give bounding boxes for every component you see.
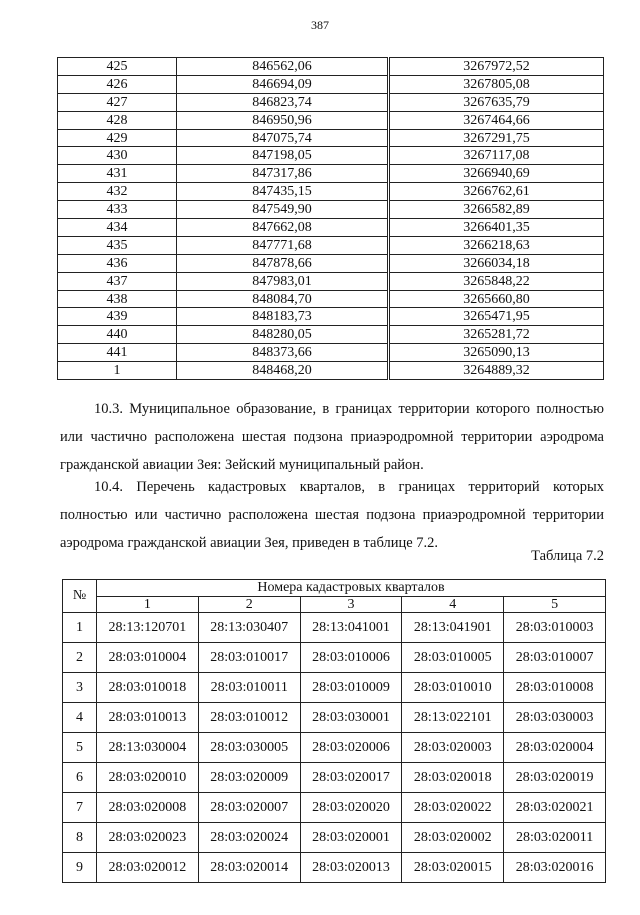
- cadastral-quarter-cell: 28:03:020019: [504, 763, 606, 793]
- coord-y: 3266401,35: [389, 219, 604, 237]
- coord-x: 848084,70: [177, 290, 389, 308]
- cadastral-quarter-cell: 28:13:030004: [97, 733, 199, 763]
- paragraph-10-4: [60, 473, 604, 557]
- cadastral-quarter-cell: 28:03:010004: [97, 643, 199, 673]
- coord-row: [58, 75, 604, 93]
- point-number: 431: [58, 165, 177, 183]
- point-number: 432: [58, 183, 177, 201]
- cadastral-quarter-cell: 28:03:020021: [504, 793, 606, 823]
- cadastral-quarter-cell: 28:03:020002: [402, 823, 504, 853]
- cadastral-quarter-cell: 28:13:041901: [402, 613, 504, 643]
- cadastral-quarters-header: Номера кадастровых кварталов: [97, 580, 606, 597]
- coord-row: [58, 147, 604, 165]
- point-number: 436: [58, 254, 177, 272]
- cadastral-quarter-cell: 28:03:020014: [198, 853, 300, 883]
- coord-x: 847878,66: [177, 254, 389, 272]
- cadastral-quarter-cell: 28:13:022101: [402, 703, 504, 733]
- cadastral-quarter-cell: 28:03:010010: [402, 673, 504, 703]
- coord-y: 3265281,72: [389, 326, 604, 344]
- column-header-3: 3: [300, 597, 402, 613]
- coord-y: 3265471,95: [389, 308, 604, 326]
- row-number: 4: [63, 703, 97, 733]
- cadastral-quarter-cell: 28:03:030001: [300, 703, 402, 733]
- coord-x: 847549,90: [177, 201, 389, 219]
- column-header-5: 5: [504, 597, 606, 613]
- coord-row: [58, 183, 604, 201]
- cadastral-quarter-cell: 28:03:020017: [300, 763, 402, 793]
- coord-row: [58, 272, 604, 290]
- coord-y: 3265660,80: [389, 290, 604, 308]
- cadastral-quarter-cell: 28:03:020024: [198, 823, 300, 853]
- coord-x: 847198,05: [177, 147, 389, 165]
- cadastral-quarter-cell: 28:03:020010: [97, 763, 199, 793]
- coord-row: [58, 58, 604, 76]
- coord-y: 3266582,89: [389, 201, 604, 219]
- table-row: [63, 733, 606, 763]
- cadastral-quarter-cell: 28:03:010012: [198, 703, 300, 733]
- coord-y: 3267291,75: [389, 129, 604, 147]
- cadastral-quarter-cell: 28:03:010007: [504, 643, 606, 673]
- cadastral-quarter-cell: 28:03:020001: [300, 823, 402, 853]
- coord-x: 847662,08: [177, 219, 389, 237]
- coord-x: 847317,86: [177, 165, 389, 183]
- coord-row: [58, 165, 604, 183]
- point-number: 430: [58, 147, 177, 165]
- cadastral-quarter-cell: 28:03:020022: [402, 793, 504, 823]
- cadastral-quarter-cell: 28:03:010009: [300, 673, 402, 703]
- coord-x: 848183,73: [177, 308, 389, 326]
- table-row: [63, 643, 606, 673]
- coord-y: 3266034,18: [389, 254, 604, 272]
- coord-row: [58, 93, 604, 111]
- table-row: [63, 823, 606, 853]
- coord-x: 846694,09: [177, 75, 389, 93]
- coord-y: 3267805,08: [389, 75, 604, 93]
- coord-y: 3266218,63: [389, 236, 604, 254]
- table-row: [63, 763, 606, 793]
- coord-row: [58, 326, 604, 344]
- cadastral-quarters-table: [62, 579, 606, 883]
- column-header-4: 4: [402, 597, 504, 613]
- coord-row: [58, 254, 604, 272]
- coord-x: 847771,68: [177, 236, 389, 254]
- cadastral-quarter-cell: 28:03:020004: [504, 733, 606, 763]
- point-number: 425: [58, 58, 177, 76]
- cadastral-quarter-cell: 28:13:041001: [300, 613, 402, 643]
- cadastral-quarter-cell: 28:03:030005: [198, 733, 300, 763]
- cadastral-quarter-cell: 28:03:010017: [198, 643, 300, 673]
- point-number: 434: [58, 219, 177, 237]
- coord-y: 3266762,61: [389, 183, 604, 201]
- coord-row: [58, 344, 604, 362]
- point-number: 439: [58, 308, 177, 326]
- point-number: 441: [58, 344, 177, 362]
- point-number: 437: [58, 272, 177, 290]
- row-number: 6: [63, 763, 97, 793]
- coord-x: 847983,01: [177, 272, 389, 290]
- cadastral-quarter-cell: 28:03:010011: [198, 673, 300, 703]
- cadastral-quarter-cell: 28:03:010013: [97, 703, 199, 733]
- coord-y: 3266940,69: [389, 165, 604, 183]
- cadastral-quarter-cell: 28:03:020009: [198, 763, 300, 793]
- cadastral-quarter-cell: 28:03:010006: [300, 643, 402, 673]
- cadastral-quarter-cell: 28:03:020013: [300, 853, 402, 883]
- point-number: 433: [58, 201, 177, 219]
- cadastral-quarter-cell: 28:03:020018: [402, 763, 504, 793]
- row-number: 8: [63, 823, 97, 853]
- paragraph-10-3-text: 10.3. Муниципальное образование, в границах территории которого полностью или частично расположена шестая подзона приаэродромной территории аэродрома гражданской авиации Зея: Зейский муниципальный район.: [60, 401, 604, 473]
- cadastral-quarter-cell: 28:03:010005: [402, 643, 504, 673]
- coord-x: 846562,06: [177, 58, 389, 76]
- cadastral-quarter-cell: 28:03:020023: [97, 823, 199, 853]
- coord-row: [58, 129, 604, 147]
- cadastral-quarter-cell: 28:03:020015: [402, 853, 504, 883]
- page-number: 387: [311, 18, 329, 32]
- cadastral-quarter-cell: 28:03:020003: [402, 733, 504, 763]
- cadastral-quarter-cell: 28:03:020007: [198, 793, 300, 823]
- paragraph-10-3: [60, 395, 604, 479]
- coord-row: [58, 201, 604, 219]
- coord-row: [58, 111, 604, 129]
- coord-y: 3267972,52: [389, 58, 604, 76]
- point-number: 429: [58, 129, 177, 147]
- coord-x: 847435,15: [177, 183, 389, 201]
- cadastral-quarter-cell: 28:13:120701: [97, 613, 199, 643]
- cadastral-quarter-cell: 28:03:010008: [504, 673, 606, 703]
- table-row: [63, 703, 606, 733]
- point-number: 426: [58, 75, 177, 93]
- coord-y: 3265848,22: [389, 272, 604, 290]
- coord-x: 848280,05: [177, 326, 389, 344]
- cadastral-quarter-cell: 28:03:010018: [97, 673, 199, 703]
- coord-y: 3265090,13: [389, 344, 604, 362]
- coord-row: [58, 308, 604, 326]
- cadastral-quarter-cell: 28:03:020020: [300, 793, 402, 823]
- row-number: 7: [63, 793, 97, 823]
- coord-x: 847075,74: [177, 129, 389, 147]
- coordinates-table: [57, 57, 604, 380]
- coord-x: 848373,66: [177, 344, 389, 362]
- table-caption: Таблица 7.2: [531, 548, 604, 564]
- coord-y: 3267464,66: [389, 111, 604, 129]
- table-row: [63, 853, 606, 883]
- coord-row: [58, 362, 604, 380]
- coord-row: [58, 290, 604, 308]
- point-number: 1: [58, 362, 177, 380]
- column-header-2: 2: [198, 597, 300, 613]
- coord-y: 3267635,79: [389, 93, 604, 111]
- table-row: [63, 793, 606, 823]
- point-number: 427: [58, 93, 177, 111]
- cadastral-quarter-cell: 28:13:030407: [198, 613, 300, 643]
- cadastral-quarter-cell: 28:03:020006: [300, 733, 402, 763]
- column-header-1: 1: [97, 597, 199, 613]
- table-row: [63, 613, 606, 643]
- point-number: 440: [58, 326, 177, 344]
- table-row: [63, 673, 606, 703]
- cadastral-quarter-cell: 28:03:020012: [97, 853, 199, 883]
- coord-row: [58, 236, 604, 254]
- number-column-header: №: [63, 580, 97, 613]
- cadastral-quarter-cell: 28:03:030003: [504, 703, 606, 733]
- coord-x: 846823,74: [177, 93, 389, 111]
- coord-x: 848468,20: [177, 362, 389, 380]
- row-number: 2: [63, 643, 97, 673]
- point-number: 428: [58, 111, 177, 129]
- coord-y: 3264889,32: [389, 362, 604, 380]
- coord-x: 846950,96: [177, 111, 389, 129]
- row-number: 9: [63, 853, 97, 883]
- point-number: 435: [58, 236, 177, 254]
- row-number: 5: [63, 733, 97, 763]
- coord-row: [58, 219, 604, 237]
- point-number: 438: [58, 290, 177, 308]
- cadastral-quarter-cell: 28:03:020016: [504, 853, 606, 883]
- row-number: 3: [63, 673, 97, 703]
- cadastral-quarter-cell: 28:03:020011: [504, 823, 606, 853]
- coord-y: 3267117,08: [389, 147, 604, 165]
- cadastral-quarter-cell: 28:03:010003: [504, 613, 606, 643]
- cadastral-quarter-cell: 28:03:020008: [97, 793, 199, 823]
- paragraph-10-4-text: 10.4. Перечень кадастровых кварталов, в границах территорий которых полностью или частично расположена шестая подзона приаэродромной территории аэродрома гражданской авиации Зея, приведен в таблице 7.2.: [60, 479, 604, 551]
- row-number: 1: [63, 613, 97, 643]
